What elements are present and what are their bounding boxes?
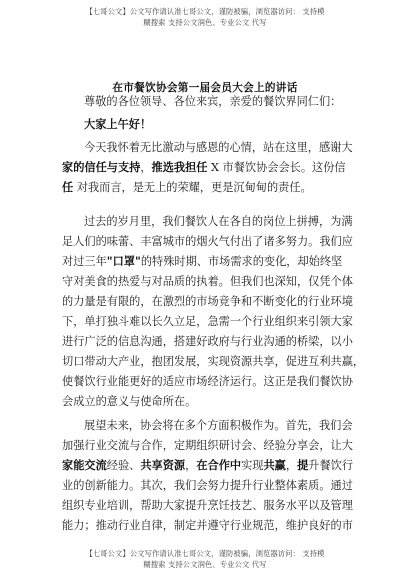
paragraph-line: 家能交流经验、共享资源，在合作中实现共赢，提升餐饮行 — [62, 459, 354, 472]
emphasis-text: 在合作中 — [196, 459, 242, 472]
paragraph-line: 会成立的意义与使命所在。 — [62, 395, 197, 408]
paragraph-line: 加强行业交流与合作，定期组织研讨会、经验分享会，让大 — [62, 439, 353, 452]
emphasis-text: 家的信任与支持 — [62, 161, 141, 174]
footer-watermark — [0, 548, 410, 570]
salutation: 尊敬的各位领导、各位来宾，亲爱的餐饮界同仁们： — [84, 95, 342, 108]
emphasis-text: "口罩" — [106, 255, 141, 268]
emphasis-text: 共享资源 — [140, 459, 186, 472]
paragraph-line: 过去的岁月里，我们餐饮人在各自的岗位上拼搏，为满 — [84, 215, 353, 228]
paragraph-line: 足人们的味蕾、丰富城市的烟火气付出了诸多努力。我们应 — [62, 235, 353, 248]
watermark-line: 糊搜索 支持公文润色、专业公文 代写 — [143, 560, 267, 569]
paragraph-line: 展望未来，协会将在多个方面积极作为。首先，我们会 — [84, 419, 353, 432]
watermark-line: 【七哥公文】公文写作请认准七哥公文，谨防被骗，浏览器访问： 支持模 — [85, 549, 325, 558]
paragraph-line: 进行广泛的信息沟通，搭建好政府与行业沟通的桥梁，以小 — [62, 335, 353, 348]
paragraph-line: 业的创新能力。其次，我们会努力提升行业整体素质。通过 — [62, 479, 353, 492]
header-watermark — [0, 6, 410, 28]
paragraph-line: 组织专业培训，帮助大家提升烹饪技艺、服务水平以及管理 — [62, 499, 353, 512]
emphasis-text: 推选我担任 — [151, 161, 208, 174]
paragraph-line: 的力量是有限的，在激烈的市场竞争和不断变化的行业环境 — [62, 295, 353, 308]
paragraph-line: 对过三年"口罩"的特殊时期、市场需求的变化，却始终坚 — [62, 255, 343, 268]
paragraph-line: 任 对我而言，是无上的荣耀，更是沉甸甸的责任。 — [62, 181, 312, 194]
paragraph-line: 切口带动大产业，抱团发展，实现资源共享，促进互利共赢， — [62, 355, 365, 368]
paragraph-line: 下，单打独斗难以长久立足，急需一个行业组织来引领大家 — [62, 315, 353, 328]
greeting-text: 大家上午好！ — [84, 118, 152, 131]
paragraph-line: 今天我怀着无比激动与感恩的心情，站在这里，感谢大 — [84, 141, 353, 154]
watermark-line: 糊搜索 支持公文润色、专业公文 代写 — [143, 18, 267, 27]
watermark-line: 【七哥公文】公文写作请认准七哥公文，谨防被骗，浏览器访问： 支持模 — [85, 7, 325, 16]
paragraph-line: 家的信任与支持，推选我担任 X 市餐饮协会会长。这份信 — [62, 161, 346, 174]
emphasis-text: 家能交流 — [62, 459, 107, 472]
emphasis-text: 共赢 — [263, 459, 286, 472]
document-title: 在市餐饮协会第一届会员大会上的讲话 — [112, 82, 298, 94]
paragraph-line: 使餐饮行业能更好的适应市场经济运行。这正是我们餐饮协 — [62, 375, 353, 388]
paragraph-line: 守对美食的热爱与对品质的执着。但我们也深知，仅凭个体 — [62, 275, 353, 288]
emphasis-text: 任 — [62, 181, 74, 194]
emphasis-text: 提 — [297, 459, 309, 472]
paragraph-line: 能力；推动行业自律，制定并遵守行业规范，维护良好的市 — [62, 519, 353, 532]
greeting — [84, 117, 364, 133]
